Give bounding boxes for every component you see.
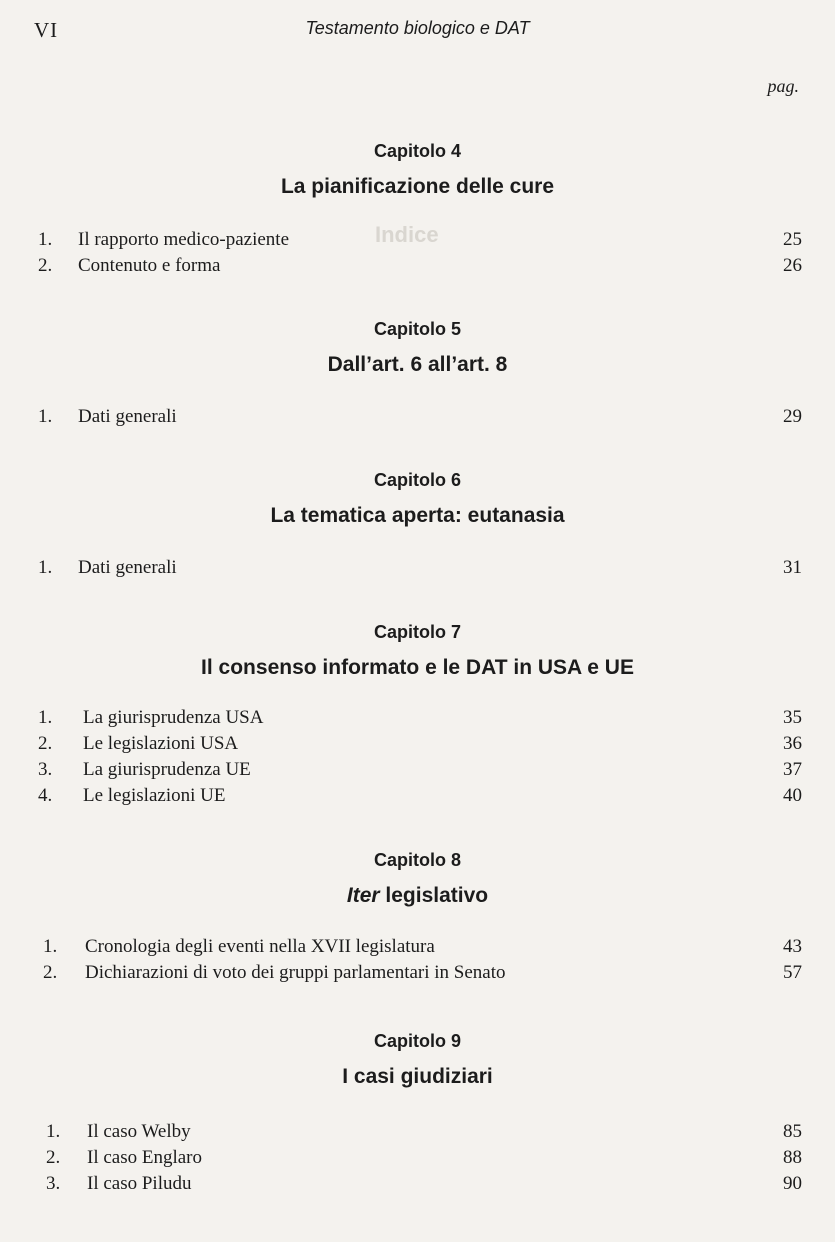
chapter-title-rest: legislativo <box>379 884 489 907</box>
toc-entry[interactable] <box>0 229 835 255</box>
chapter-title: La tematica aperta: eutanasia <box>270 504 565 527</box>
toc-entry[interactable] <box>0 759 835 785</box>
chapter-entries <box>0 1121 835 1199</box>
toc-entry[interactable] <box>0 707 835 733</box>
chapter-title <box>0 884 835 908</box>
entry-title: La giurisprudenza UE <box>83 759 251 780</box>
entry-title: Cronologia degli eventi nella XVII legislatura <box>85 936 435 957</box>
entry-page: 43 <box>783 936 802 957</box>
entry-title: La giurisprudenza USA <box>83 707 264 728</box>
chapter-entries <box>0 229 835 281</box>
entry-number: 2. <box>46 1147 61 1168</box>
chapter-heading <box>0 1031 835 1089</box>
chapter-entries <box>0 936 835 988</box>
entry-title: Dati generali <box>78 557 177 578</box>
pag-label: pag. <box>767 76 799 96</box>
chapter-title: La pianificazione delle cure <box>280 175 555 198</box>
entry-page: 25 <box>783 229 802 250</box>
entry-page: 40 <box>783 785 802 806</box>
entry-title: Le legislazioni UE <box>83 785 226 806</box>
running-title: Testamento biologico e DAT <box>305 18 530 38</box>
entry-page: 37 <box>783 759 802 780</box>
chapter-heading <box>0 470 835 528</box>
chapter-number: Capitolo 4 <box>373 141 461 161</box>
entry-number: 1. <box>43 936 58 957</box>
show-through-text: Indice <box>375 222 439 247</box>
chapter-entries <box>0 406 835 432</box>
toc-entry[interactable] <box>0 1121 835 1147</box>
chapter-title: Dall’art. 6 all’art. 8 <box>327 353 508 376</box>
entry-page: 35 <box>783 707 802 728</box>
toc-entry[interactable] <box>0 733 835 759</box>
entry-title: Dichiarazioni di voto dei gruppi parlamentari in Senato <box>85 962 506 983</box>
entry-title: Il caso Englaro <box>87 1147 203 1168</box>
toc-entry[interactable] <box>0 557 835 583</box>
entry-title: Il rapporto medico-paziente <box>78 229 290 250</box>
toc-entry[interactable] <box>0 1147 835 1173</box>
chapter-title: Il consenso informato e le DAT in USA e UE <box>201 656 634 679</box>
chapter-number: Capitolo 8 <box>373 850 461 870</box>
chapter-number: Capitolo 9 <box>373 1031 461 1051</box>
chapter-title-italic: Iter <box>346 884 380 907</box>
toc-entry[interactable] <box>0 1173 835 1199</box>
entry-number: 1. <box>38 557 53 578</box>
entry-number: 1. <box>38 229 53 250</box>
entry-number: 4. <box>38 785 53 806</box>
chapter-heading <box>0 319 835 377</box>
chapter-heading <box>0 622 835 680</box>
entry-number: 1. <box>38 707 53 728</box>
entry-number: 3. <box>46 1173 61 1194</box>
entry-page: 26 <box>783 255 802 276</box>
entry-title: Dati generali <box>78 406 177 427</box>
entry-page: 29 <box>783 406 802 427</box>
entry-page: 31 <box>783 557 802 578</box>
entry-page: 90 <box>783 1173 802 1194</box>
entry-number: 2. <box>38 733 53 754</box>
toc-entry[interactable] <box>0 255 835 281</box>
chapter-entries <box>0 707 835 811</box>
entry-title: Il caso Welby <box>87 1121 191 1142</box>
entry-title: Contenuto e forma <box>78 255 221 276</box>
chapter-number: Capitolo 6 <box>373 470 461 490</box>
toc-entry[interactable] <box>0 962 835 988</box>
chapter-heading <box>0 850 835 908</box>
entry-page: 57 <box>783 962 802 983</box>
entry-title: Le legislazioni USA <box>83 733 239 754</box>
toc-entry[interactable] <box>0 406 835 432</box>
entry-title: Il caso Piludu <box>87 1173 192 1194</box>
entry-number: 2. <box>43 962 58 983</box>
page-folio: VI <box>34 18 59 42</box>
toc-entry[interactable] <box>0 936 835 962</box>
running-head <box>34 14 801 44</box>
chapter-title: I casi giudiziari <box>342 1065 493 1088</box>
chapter-number: Capitolo 5 <box>373 319 461 339</box>
chapter-entries <box>0 557 835 583</box>
entry-page: 85 <box>783 1121 802 1142</box>
entry-number: 3. <box>38 759 53 780</box>
entry-number: 1. <box>38 406 53 427</box>
chapter-number: Capitolo 7 <box>373 622 461 642</box>
entry-page: 88 <box>783 1147 802 1168</box>
toc-entry[interactable] <box>0 785 835 811</box>
entry-number: 2. <box>38 255 53 276</box>
entry-page: 36 <box>783 733 802 754</box>
entry-number: 1. <box>46 1121 61 1142</box>
chapter-heading <box>0 141 835 199</box>
